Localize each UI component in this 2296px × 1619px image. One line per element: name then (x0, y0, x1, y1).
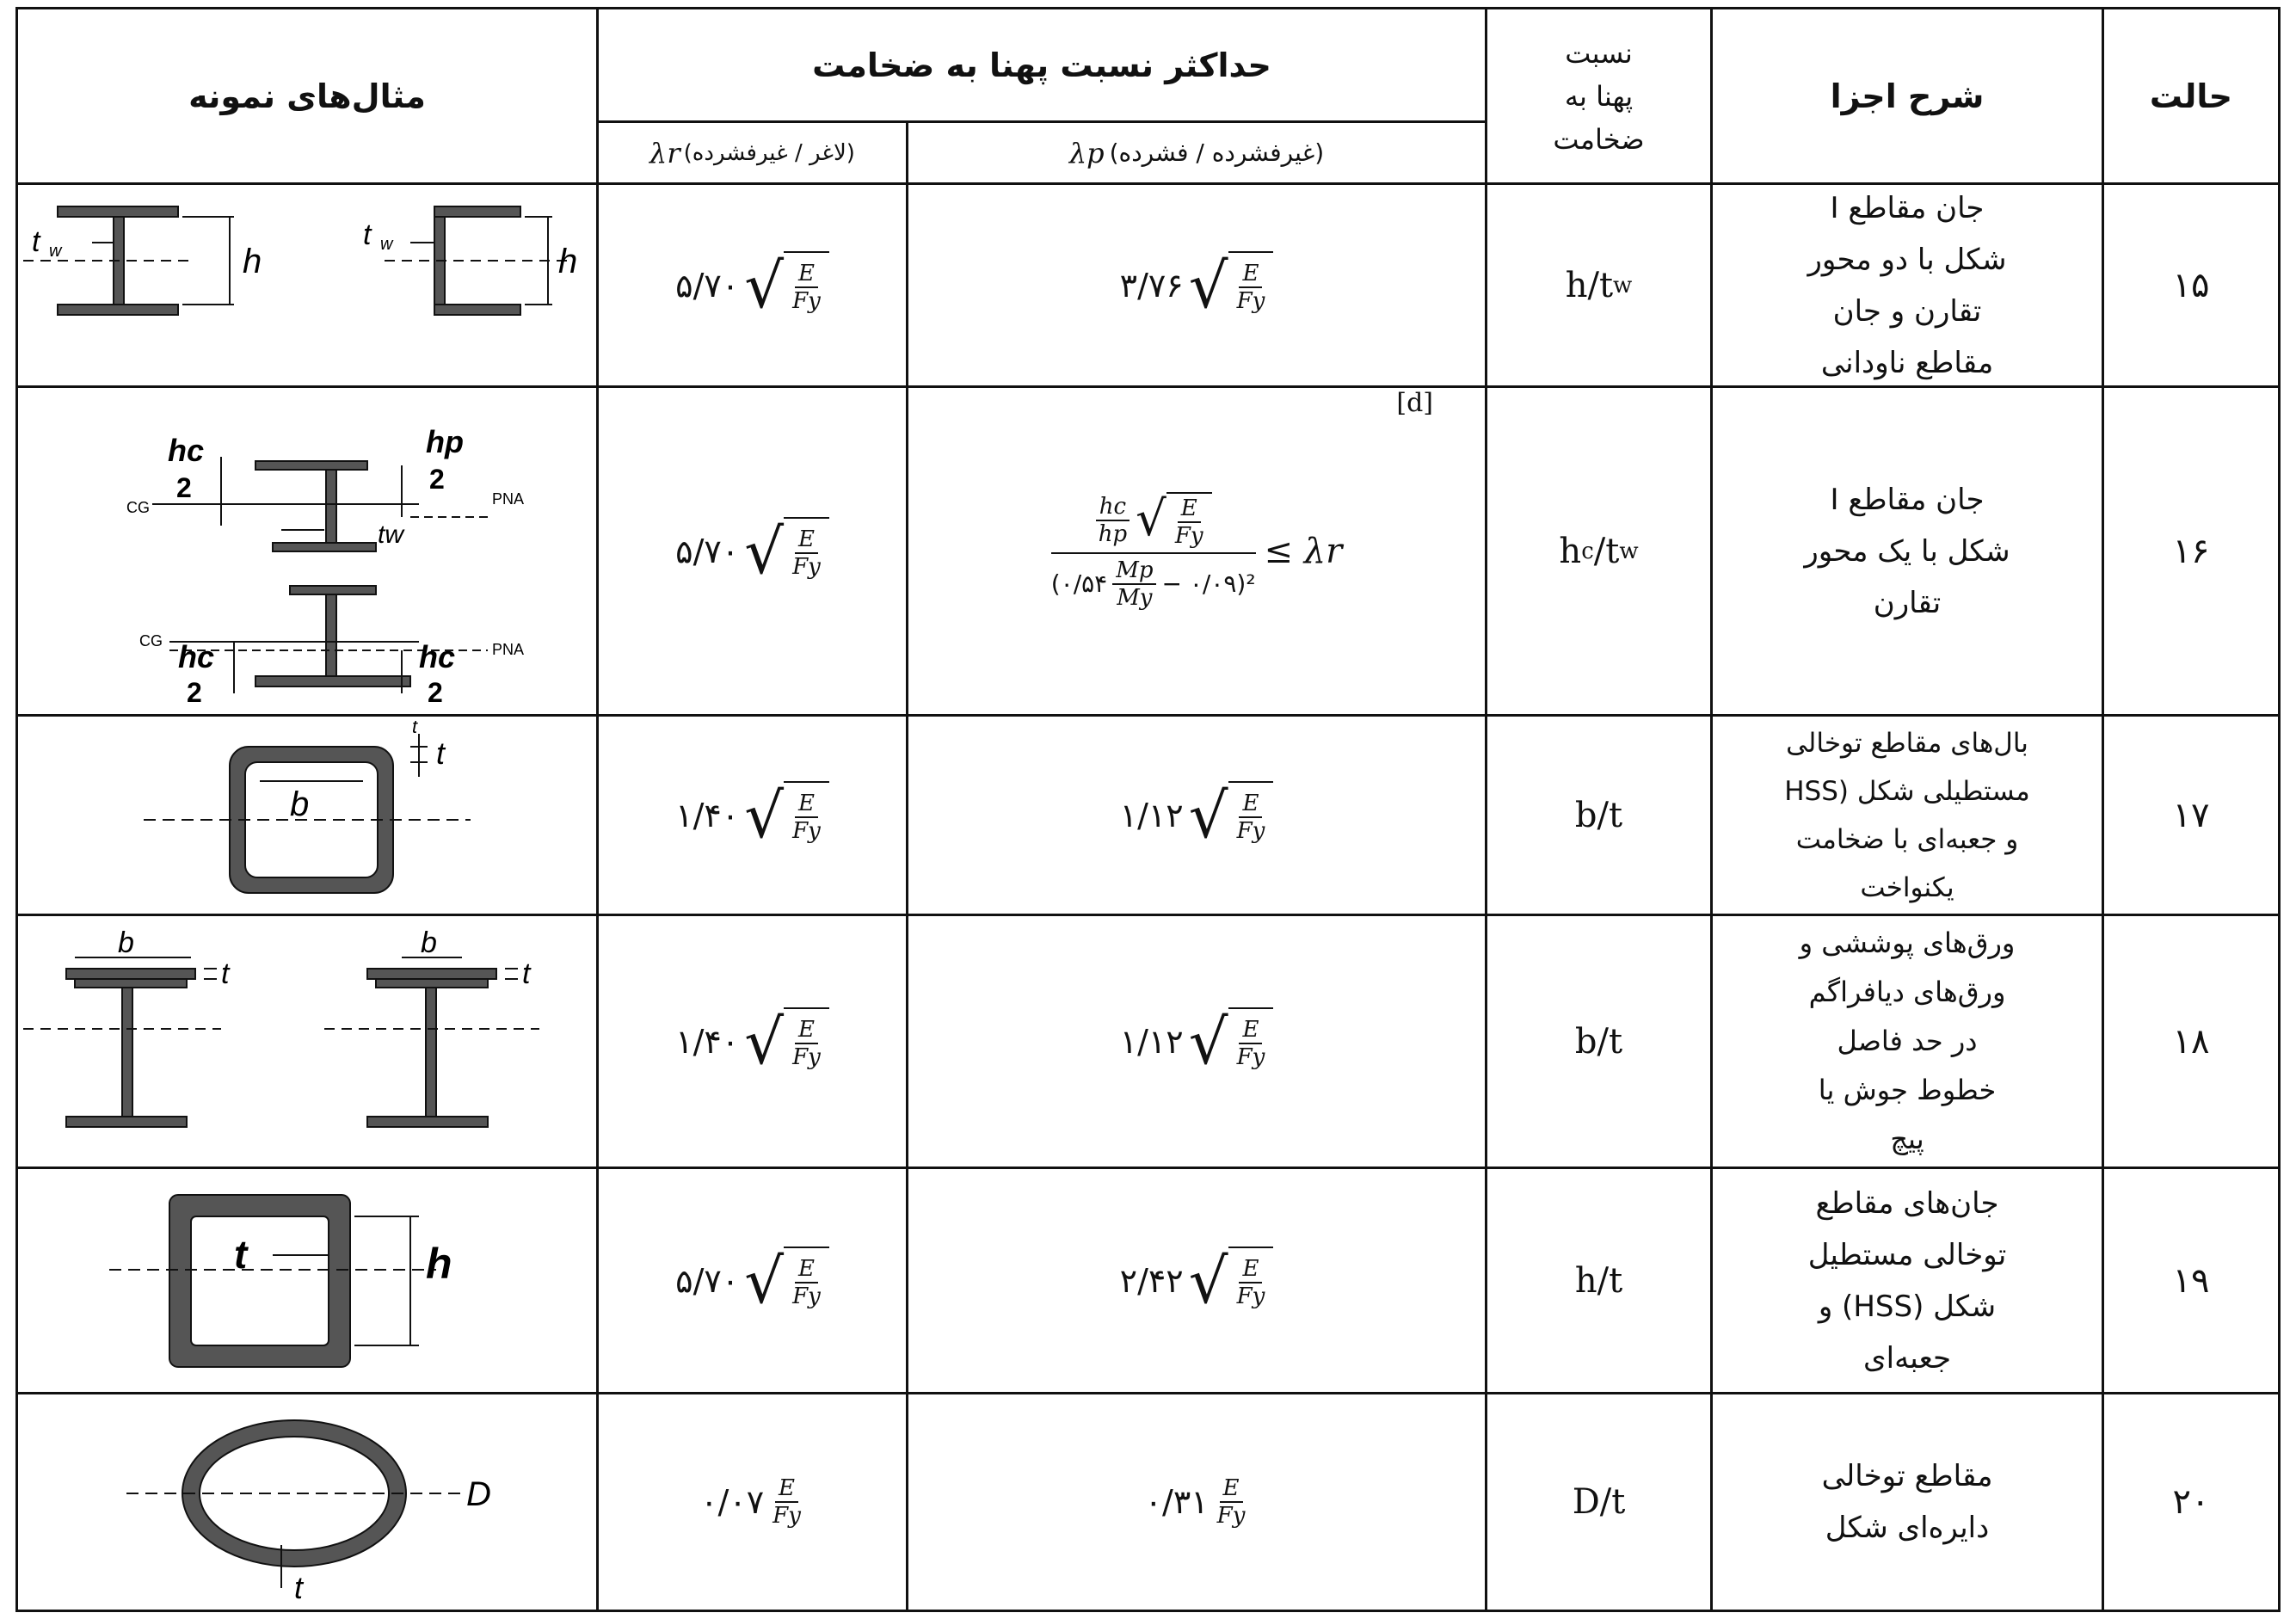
row17-lambda-r (599, 717, 906, 914)
fraction-e-fy (1214, 1475, 1249, 1529)
fig-label: t (436, 735, 446, 771)
fraction-denominator: Fy (792, 287, 821, 314)
fraction-e-fy (1234, 791, 1269, 844)
fig-label: t (363, 218, 372, 251)
row17-case (2104, 717, 2278, 914)
case-number: ۱۵ (2172, 265, 2210, 305)
sqrt-sign: √ $\frac{E}{Fy}$ (1189, 251, 1274, 320)
header-lambda-r (599, 123, 906, 182)
row20-ratio (1487, 1394, 1710, 1610)
fraction-numerator: E (1239, 791, 1262, 818)
sqrt-sign: √ $\frac{E}{Fy}$ (744, 251, 829, 320)
row15-lambda-p (908, 185, 1485, 385)
header-lambda-r-symbol: λr (649, 136, 680, 169)
header-lambda-r-text: (لاغر / غیرفشرده) (683, 139, 855, 166)
formula-coefficient: ۳/۷۶ (1119, 266, 1184, 305)
row18-case (2104, 916, 2278, 1167)
row15-desc (1713, 185, 2102, 385)
row16-case (2104, 388, 2278, 714)
row17-example (18, 717, 596, 914)
row18-example (18, 916, 596, 1167)
fig-label: t (294, 1570, 304, 1605)
row16-example (18, 388, 596, 714)
lambda-p-formula (1051, 492, 1343, 611)
formula-coefficient: ۱/۴۰ (675, 796, 740, 834)
header-case-label: حالت (2149, 77, 2233, 115)
row20-case (2104, 1394, 2278, 1610)
case-number: ۲۰ (2172, 1482, 2210, 1522)
lambda-p-formula (1120, 781, 1274, 850)
sqrt-sign: √ $\frac{E}{Fy}$ (744, 1007, 829, 1076)
fig-label: 2 (187, 676, 202, 708)
lambda-r-formula (675, 514, 829, 588)
fraction-denominator: Fy (1174, 522, 1203, 549)
fraction-numerator: E (795, 261, 818, 288)
element-description: جان مقاطع I شکل با یک محور تقارن (1804, 482, 2010, 620)
fraction-denominator: Fy (1236, 817, 1265, 844)
fraction-e-fy (789, 261, 824, 314)
fig-label: hc (419, 638, 456, 674)
row18-lambda-r (599, 916, 906, 1167)
row18-desc (1713, 916, 2102, 1167)
row17-ratio (1487, 717, 1710, 914)
ratio-main: h/t (1574, 1260, 1623, 1301)
mp-over-my (1112, 557, 1156, 611)
sqrt-sign: √ $\frac{E}{Fy}$ (744, 781, 829, 850)
fraction-e-fy (1234, 261, 1269, 314)
fig-label: w (380, 234, 393, 254)
fig-label: t (221, 957, 230, 990)
fig-label: h (558, 242, 578, 280)
header-lambda-p-symbol: λp (1068, 136, 1105, 169)
header-lambda-p-text: (غیرفشرده / فشرده) (1109, 139, 1325, 167)
fraction-denominator: Fy (1236, 287, 1265, 314)
fraction-denominator: hp (1098, 520, 1128, 547)
row19-lambda-p (908, 1169, 1485, 1392)
lambda-r-formula (675, 781, 829, 850)
row15-example (18, 185, 596, 385)
lambda-p-formula (1119, 1244, 1274, 1317)
round-hss-figure (23, 1399, 591, 1605)
fraction-e-fy (1234, 1256, 1269, 1309)
header-examples-label: مثال‌های نمونه (188, 77, 426, 115)
fraction-e-fy (789, 526, 824, 580)
hc-over-hp (1095, 494, 1130, 547)
lambda-p-formula (1120, 1007, 1274, 1076)
sqrt-sign: √ $\frac{E}{Fy}$ (1136, 492, 1211, 549)
formula-coefficient: ۵/۷۰ (675, 532, 740, 570)
formula-coefficient: ۰/۰۷ (700, 1483, 765, 1521)
row19-example (18, 1169, 596, 1392)
ratio-main: h (1559, 531, 1582, 571)
fig-label: CG (139, 631, 163, 649)
fraction-numerator: E (795, 1017, 818, 1044)
row20-lambda-p (908, 1394, 1485, 1610)
fraction-denominator: Fy (792, 817, 821, 844)
denominator-suffix: − ۰/۰۹)² (1161, 569, 1256, 598)
mono-symmetric-i-section-figure (23, 392, 591, 711)
fraction-denominator: My (1117, 584, 1153, 611)
fig-label: t (234, 1231, 248, 1277)
hss-box-flange-figure (23, 721, 591, 910)
fraction-e-fy (789, 1256, 824, 1309)
big-fraction (1051, 492, 1256, 611)
row17-lambda-p (908, 717, 1485, 914)
fraction-numerator: E (1220, 1475, 1243, 1503)
fraction-e-fy (789, 1017, 824, 1070)
fig-label: hp (426, 423, 464, 459)
cover-plate-figure (23, 921, 591, 1162)
fraction-denominator: Fy (792, 553, 821, 580)
header-ratio-line2: پهنا به (1564, 79, 1634, 113)
fraction-numerator: E (1239, 261, 1262, 288)
reference-note: [d] (1396, 388, 1433, 418)
fig-label: CG (126, 498, 150, 516)
fig-label: t (522, 957, 531, 990)
comparison-lambda-r: ≤ λr (1264, 531, 1343, 571)
hss-box-web-figure (23, 1173, 591, 1388)
fraction-denominator: Fy (792, 1043, 821, 1070)
row17-desc (1713, 717, 2102, 914)
row16-ratio (1487, 388, 1710, 714)
fraction-denominator: Fy (1236, 1283, 1265, 1309)
lambda-r-formula (675, 251, 829, 320)
fraction-denominator: Fy (792, 1283, 821, 1309)
case-number: ۱۷ (2172, 795, 2210, 835)
element-description: جان‌های مقاطع توخالی مستطیل شکل (HSS) و جعبه‌ای (1807, 1185, 2007, 1376)
header-ratio (1487, 9, 1710, 182)
fraction-numerator: E (795, 1256, 818, 1284)
row15-ratio (1487, 185, 1710, 385)
row16-lambda-p (908, 388, 1485, 714)
fig-label: tw (378, 520, 403, 549)
element-description: مقاطع توخالی دایره‌ای شکل (1821, 1459, 1993, 1545)
sqrt-sign: √ $\frac{E}{Fy}$ (744, 517, 829, 586)
fraction-numerator: E (1178, 496, 1201, 523)
fig-label: hc (178, 638, 215, 674)
sqrt-sign: √ $\frac{E}{Fy}$ (1189, 1007, 1274, 1076)
header-element-desc-label: شرح اجزا (1830, 77, 1985, 115)
formula-coefficient: ۱/۱۲ (1119, 1022, 1184, 1061)
fig-label: w (49, 241, 62, 261)
row19-ratio (1487, 1169, 1710, 1392)
case-number: ۱۶ (2172, 531, 2210, 571)
fraction-denominator: Fy (1216, 1503, 1246, 1529)
formula-coefficient: ۵/۷۰ (675, 266, 740, 305)
fraction-e-fy (1234, 1017, 1269, 1070)
fig-label: D (466, 1475, 491, 1513)
ratio-subscript: c (1581, 538, 1594, 564)
row20-desc (1713, 1394, 2102, 1610)
header-examples (18, 9, 596, 182)
lambda-r-formula (700, 1475, 804, 1529)
fraction-numerator: hc (1096, 494, 1130, 521)
header-lambda-p (908, 123, 1485, 182)
formula-coefficient: ۵/۷۰ (675, 1261, 740, 1300)
ratio-main: b/t (1574, 795, 1623, 835)
fig-label: t (412, 720, 418, 737)
fraction-numerator: E (1239, 1017, 1262, 1044)
ratio-main: h/t (1565, 265, 1614, 305)
fraction-e-fy (789, 791, 824, 844)
fig-label: hc (168, 432, 205, 468)
case-number: ۱۹ (2172, 1260, 2210, 1301)
fig-label: PNA (492, 489, 525, 508)
lambda-r-formula (675, 1007, 829, 1076)
sqrt-sign: √ $\frac{E}{Fy}$ (1189, 1247, 1274, 1315)
header-ratio-line1: نسبت (1565, 36, 1633, 70)
fig-label: PNA (492, 640, 525, 658)
fig-label: 2 (176, 471, 192, 503)
row15-case (2104, 185, 2278, 385)
fig-label: t (32, 225, 40, 258)
row15-lambda-r (599, 185, 906, 385)
denominator-prefix: (۰/۵۴ (1050, 569, 1108, 598)
fraction-e-fy (769, 1475, 804, 1529)
row16-lambda-r (599, 388, 906, 714)
fraction-numerator: Mp (1112, 557, 1156, 585)
fraction-numerator: E (1239, 1256, 1262, 1284)
ratio-middle: /t (1593, 531, 1620, 571)
case-number: ۱۸ (2172, 1021, 2210, 1062)
header-ratio-line3: ضخامت (1553, 122, 1645, 156)
header-element-desc (1713, 9, 2102, 182)
row16-desc (1713, 388, 2102, 714)
row19-lambda-r (599, 1169, 906, 1392)
row18-lambda-p (908, 916, 1485, 1167)
formula-coefficient: ۲/۴۲ (1119, 1261, 1184, 1300)
fraction-numerator: E (795, 791, 818, 818)
fig-label: b (290, 785, 310, 823)
header-max-ratio (599, 9, 1485, 120)
big-fraction-numerator (1095, 492, 1212, 552)
ratio-subscript: w (1619, 538, 1639, 564)
fig-label: b (421, 926, 437, 959)
header-max-ratio-label: حداکثر نسبت پهنا به ضخامت (812, 46, 1271, 84)
fig-label: h (426, 1239, 452, 1288)
sqrt-sign: √ $\frac{E}{Fy}$ (1189, 781, 1274, 850)
element-description: جان مقاطع I شکل با دو محور تقارن و جان مقاطع ناودانی (1807, 190, 2007, 380)
ratio-subscript: w (1613, 272, 1633, 299)
element-description: بال‌های مقاطع توخالی مستطیلی شکل (HSS و جعبه‌ای با ضخامت یکنواخت (1784, 727, 2030, 903)
ratio-main: b/t (1574, 1021, 1623, 1062)
lambda-p-formula (1120, 251, 1274, 320)
row20-lambda-r (599, 1394, 906, 1610)
header-case (2104, 9, 2278, 182)
fraction-numerator: E (775, 1475, 798, 1503)
fig-label: b (118, 926, 134, 959)
formula-coefficient: ۱/۱۲ (1119, 796, 1184, 834)
formula-coefficient: ۰/۳۱ (1144, 1483, 1209, 1521)
lambda-p-formula (1145, 1475, 1249, 1529)
ratio-main: D/t (1572, 1482, 1626, 1522)
fraction-numerator: E (795, 526, 818, 554)
element-description: ورق‌های پوششی و ورق‌های دیافراگم در حد فاصل خطوط جوش یا پیچ (1799, 926, 2016, 1155)
formula-coefficient: ۱/۴۰ (675, 1022, 740, 1061)
fig-label: 2 (429, 463, 445, 495)
row20-example (18, 1394, 596, 1610)
big-fraction-denominator (1051, 552, 1256, 611)
sqrt-sign: √ $\frac{E}{Fy}$ (744, 1247, 829, 1315)
fraction-e-fy (1172, 496, 1207, 549)
fraction-denominator: Fy (773, 1503, 801, 1529)
row19-desc (1713, 1169, 2102, 1392)
row19-case (2104, 1169, 2278, 1392)
lambda-r-formula (675, 1244, 829, 1317)
fraction-denominator: Fy (1236, 1043, 1265, 1070)
row18-ratio (1487, 916, 1710, 1167)
fig-label: 2 (428, 676, 443, 708)
fig-label: h (243, 242, 262, 280)
i-and-channel-section-figure (23, 191, 591, 380)
